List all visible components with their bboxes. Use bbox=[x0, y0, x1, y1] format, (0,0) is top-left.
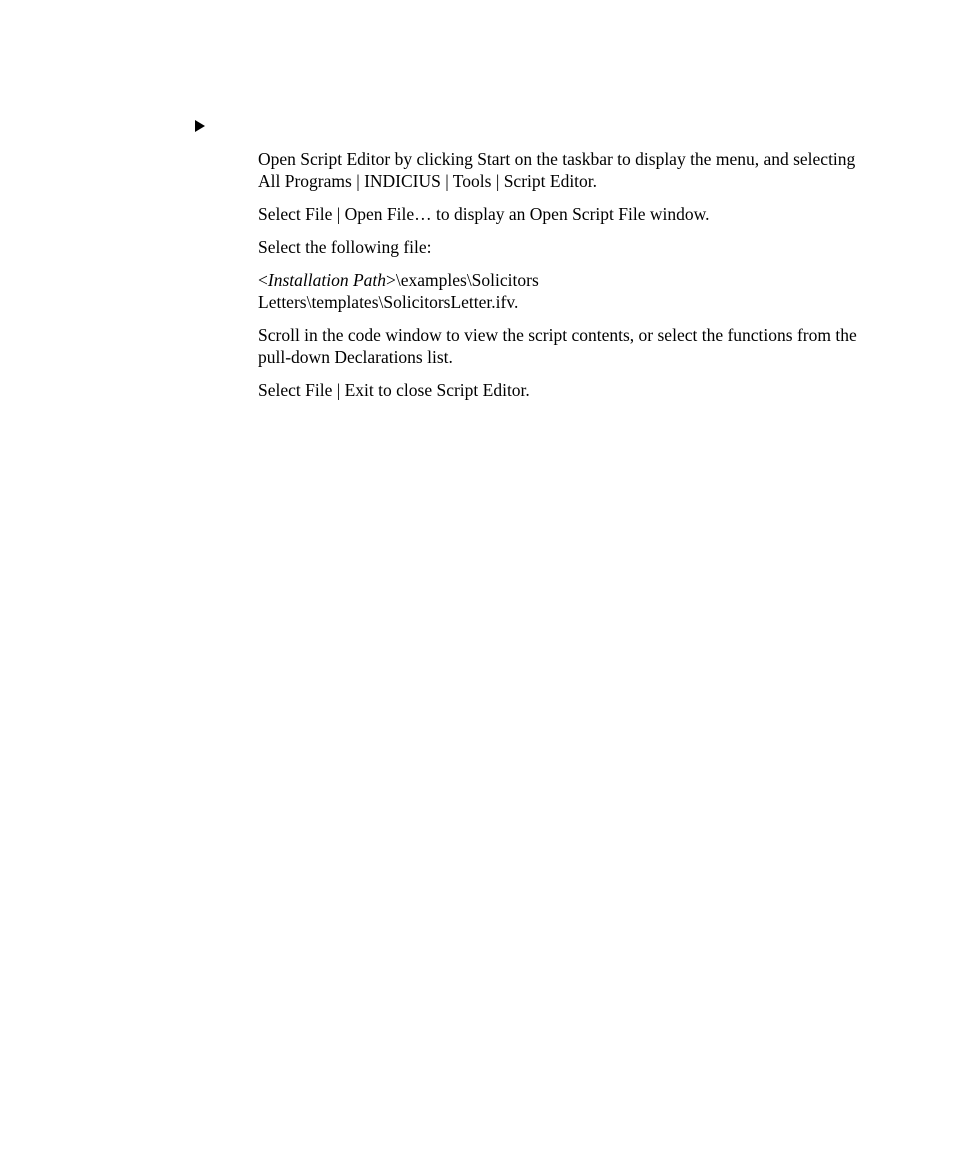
installation-path-placeholder: Installation Path bbox=[267, 270, 386, 290]
step-exit: Select File | Exit to close Script Editor. bbox=[258, 380, 530, 400]
path-suffix: >\examples\Solicitors bbox=[386, 270, 539, 290]
file-path-line-2: Letters\templates\SolicitorsLetter.ifv. bbox=[258, 292, 519, 312]
step-scroll-code: Scroll in the code window to view the script contents, or select the functions from the pull-down Declarations list. bbox=[258, 325, 857, 367]
path-prefix: < bbox=[258, 270, 268, 290]
step-select-file: Select the following file: bbox=[258, 237, 432, 257]
procedure-triangle-icon bbox=[195, 120, 205, 132]
step-open-file: Select File | Open File… to display an Open Script File window. bbox=[258, 204, 710, 224]
step-file-path bbox=[258, 269, 878, 313]
step-open-script-editor: Open Script Editor by clicking Start on the taskbar to display the menu, and selecting All Programs | INDICIUS | Tools | Script Editor. bbox=[258, 149, 856, 191]
procedure-steps bbox=[258, 148, 878, 412]
file-path-line-1 bbox=[258, 269, 878, 291]
